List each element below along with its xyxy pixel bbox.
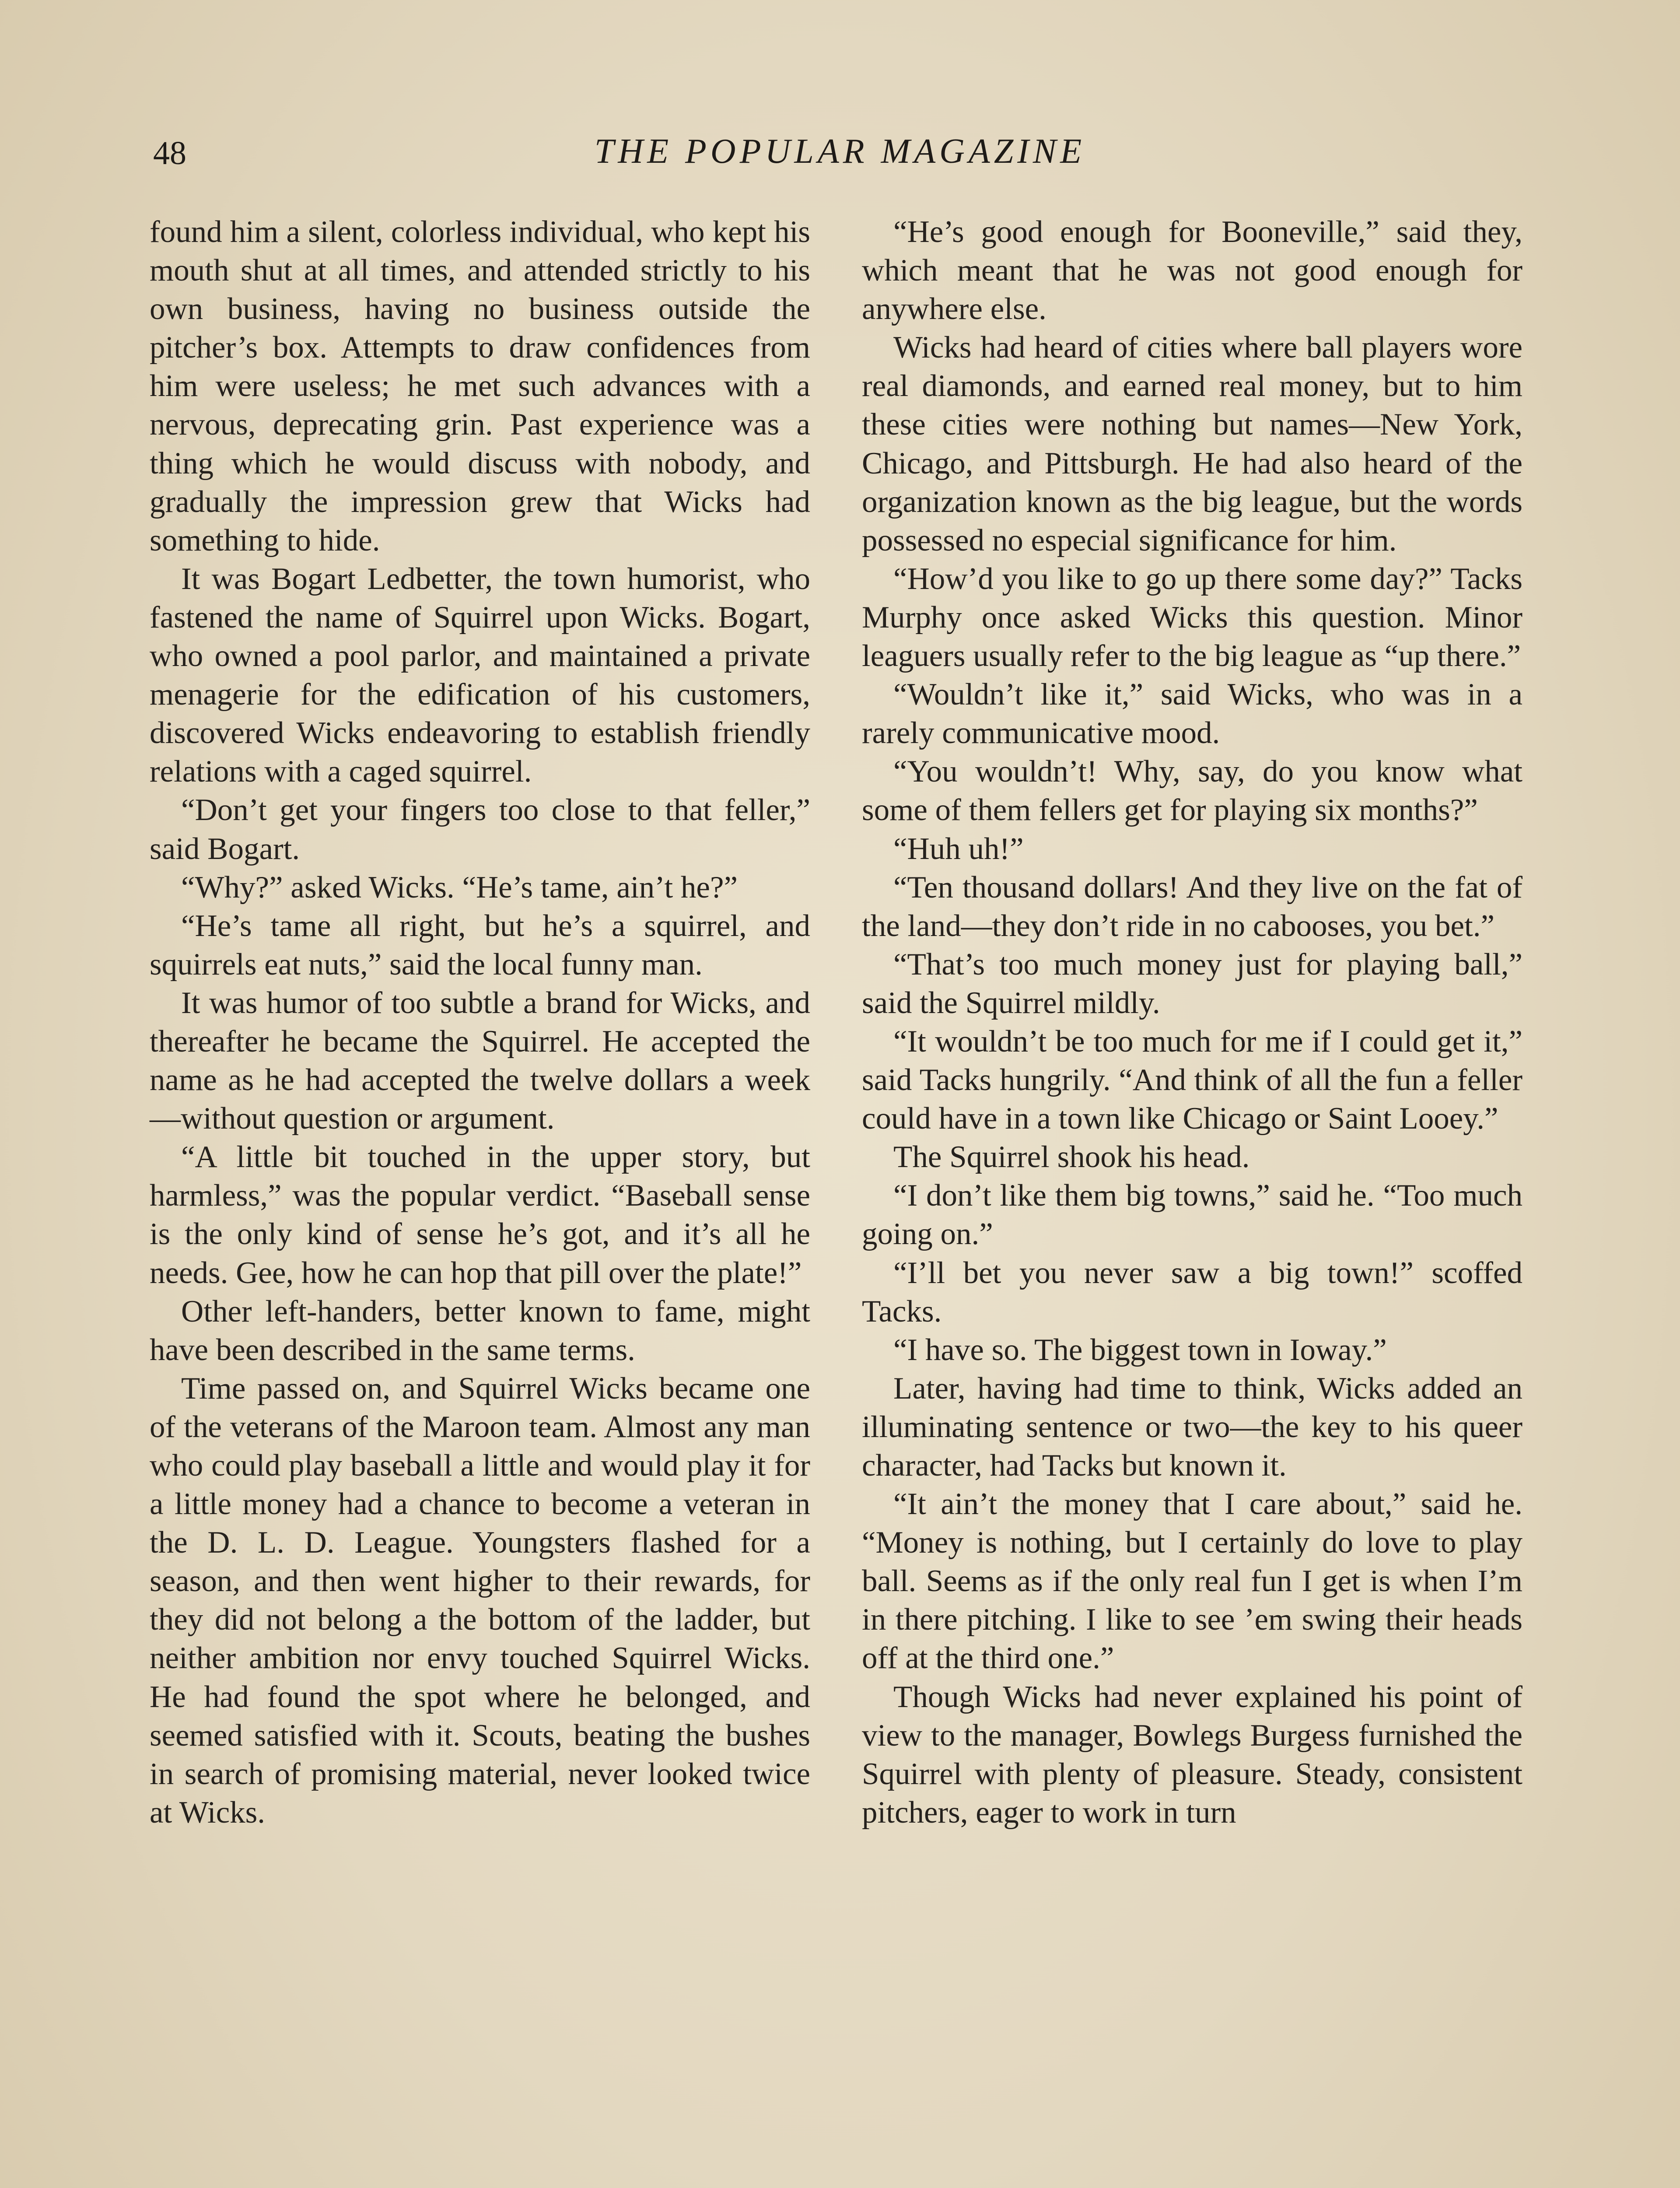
paragraph: Other left-handers, better known to fame, might have been described in the same terms. [150, 1294, 810, 1367]
left-text-column [150, 213, 810, 1832]
right-text-column [862, 213, 1522, 1832]
paragraph: Time passed on, and Squirrel Wicks became one of the veterans of the Maroon team. Almost any man who could play baseball a little and would play it for a little money had a chance to become a veteran in the D. L. D. League. Youngsters flashed for a season, and then went higher to their rewards, for they did not belong a the bottom of the ladder, but neither ambition nor envy touched Squirrel Wicks. He had found the spot where he belonged, and seemed satisfied with it. Scouts, beating the bushes in search of promising material, never looked twice at Wicks. [150, 1371, 810, 1830]
paragraph: Wicks had heard of cities where ball players wore real diamonds, and earned real money, but to him these cities were nothing but names—New York, Chicago, and Pittsburgh. He had also heard of the organization known as the big league, but the words possessed no especial significance for him. [862, 330, 1522, 558]
paragraph: “You wouldn’t! Why, say, do you know what some of them fellers get for playing six months?” [862, 754, 1522, 828]
paragraph: “He’s good enough for Booneville,” said they, which meant that he was not good enough for anywhere else. [862, 215, 1522, 326]
paragraph: “Wouldn’t like it,” said Wicks, who was in a rarely communicative mood. [862, 677, 1522, 750]
paragraph: “Ten thousand dollars! And they live on the fat of the land—they don’t ride in no cabooses, you bet.” [862, 870, 1522, 943]
paragraph: Later, having had time to think, Wicks added an illuminating sentence or two—the key to his queer character, had Tacks but known it. [862, 1371, 1522, 1483]
paragraph: found him a silent, colorless individual, who kept his mouth shut at all times, and attended strictly to his own business, having no business outside the pitcher’s box. Attempts to draw confidences from him were useless; he met such advances with a nervous, deprecating grin. Past experience was a thing which he would discuss with nobody, and gradually the impression grew that Wicks had something to hide. [150, 215, 810, 558]
paragraph: “I have so. The biggest town in Ioway.” [893, 1332, 1387, 1367]
paragraph: “It ain’t the money that I care about,” said he. “Money is nothing, but I certainly do love to play ball. Seems as if the only real fun I get is when I’m in there pitching. I like to see ’em swing their heads off at the third one.” [862, 1487, 1522, 1676]
paragraph: “How’d you like to go up there some day?” Tacks Murphy once asked Wicks this question. Minor leaguers usually refer to the big league as “up there.” [862, 561, 1522, 673]
paragraph: “He’s tame all right, but he’s a squirrel, and squirrels eat nuts,” said the local funny man. [150, 908, 810, 982]
page-number: 48 [153, 135, 186, 172]
paragraph: “Huh uh!” [893, 831, 1024, 866]
paragraph: “That’s too much money just for playing ball,” said the Squirrel mildly. [862, 947, 1522, 1020]
paragraph: “I’ll bet you never saw a big town!” scoffed Tacks. [862, 1255, 1522, 1329]
paragraph: Though Wicks had never explained his point of view to the manager, Bowlegs Burgess furnished the Squirrel with plenty of pleasure. Steady, consistent pitchers, eager to work in turn [862, 1680, 1522, 1830]
paragraph: “I don’t like them big towns,” said he. “Too much going on.” [862, 1178, 1522, 1252]
paragraph: The Squirrel shook his head. [893, 1140, 1250, 1175]
running-head-title: THE POPULAR MAGAZINE [594, 132, 1086, 171]
paragraph: It was humor of too subtle a brand for Wicks, and thereafter he became the Squirrel. He accepted the name as he had accepted the twelve dollars a week—without question or argument. [150, 985, 810, 1136]
paragraph: “It wouldn’t be too much for me if I could get it,” said Tacks hungrily. “And think of all the fun a feller could have in a town like Chicago or Saint Looey.” [862, 1024, 1522, 1136]
paragraph: It was Bogart Ledbetter, the town humorist, who fastened the name of Squirrel upon Wicks. Bogart, who owned a pool parlor, and maintained a private menagerie for the edification of his customers, discovered Wicks endeavoring to establish friendly relations with a caged squirrel. [150, 561, 810, 789]
paragraph: “A little bit touched in the upper story, but harmless,” was the popular verdict. “Baseball sense is the only kind of sense he’s got, and it’s all he needs. Gee, how he can hop that pill over the plate!” [150, 1140, 810, 1290]
paragraph: “Why?” asked Wicks. “He’s tame, ain’t he?” [181, 870, 738, 905]
paragraph: “Don’t get your fingers too close to that feller,” said Bogart. [150, 793, 810, 866]
